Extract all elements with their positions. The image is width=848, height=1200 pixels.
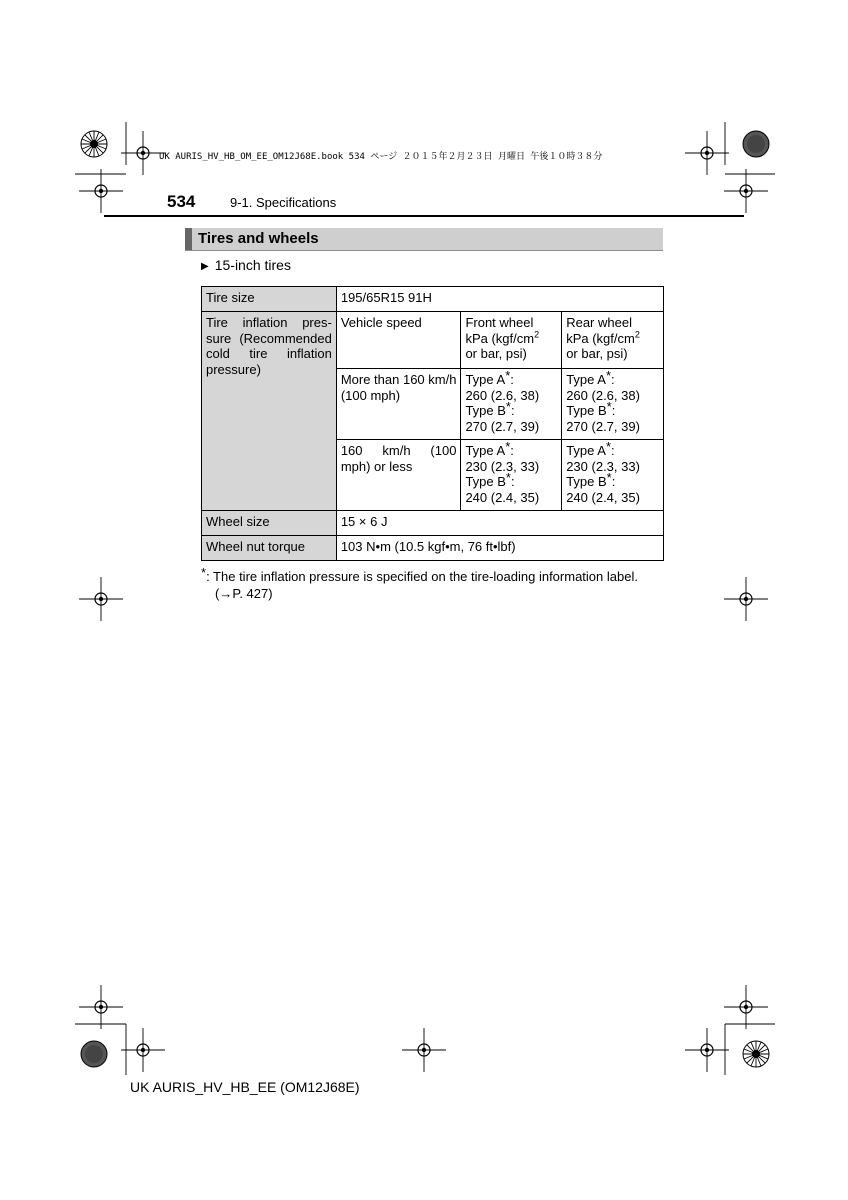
section-title: 9-1. Specifications — [230, 195, 337, 210]
footnote-page-ref: (→P. 427) — [215, 586, 273, 601]
asterisk: * — [605, 439, 612, 454]
asterisk: * — [505, 399, 511, 414]
row2-front — [461, 440, 562, 511]
type-b-line — [566, 470, 659, 490]
colon: : — [611, 372, 615, 387]
tire-size-label: Tire size — [202, 287, 337, 312]
colon: : — [611, 474, 616, 489]
asterisk: * — [605, 368, 612, 383]
col-front-wheel — [461, 312, 562, 369]
type-a-value: 230 (2.3, 33) — [566, 458, 640, 474]
superscript: 2 — [534, 329, 540, 340]
front-wheel-unit — [465, 331, 557, 347]
front-wheel-unit-alt: or bar, psi) — [465, 346, 527, 361]
type-a-label: Type A — [465, 443, 506, 458]
footnote-asterisk: * — [201, 565, 207, 580]
type-b-label: Type B — [566, 474, 607, 489]
type-a-label: Type A — [566, 372, 606, 387]
row2-speed: 160 km/h (100 mph) or less — [336, 440, 461, 511]
asterisk: * — [505, 439, 511, 454]
table-row — [202, 312, 664, 369]
type-a-line — [566, 439, 659, 459]
colon: : — [510, 403, 515, 418]
type-a-line — [566, 368, 659, 388]
table-row — [202, 511, 664, 536]
rear-wheel-unit-text: kPa (kgf/cm — [566, 330, 635, 346]
type-a-line — [465, 439, 557, 459]
front-wheel-title: Front wheel — [465, 315, 534, 330]
type-b-line — [465, 399, 557, 419]
table-row — [202, 536, 664, 561]
tire-size-value: 195/65R15 91H — [336, 287, 663, 312]
print-header: UK AURIS_HV_HB_OM_EE_OM12J68E.book 534 ページ ２０１５年２月２３日 月曜日 午後１０時３８分 — [159, 152, 603, 162]
rear-wheel-unit — [566, 331, 659, 347]
footer-code: UK AURIS_HV_HB_EE (OM12J68E) — [130, 1079, 360, 1095]
colon: : — [611, 443, 615, 458]
type-b-value: 240 (2.4, 35) — [465, 489, 540, 505]
asterisk: * — [606, 399, 612, 414]
type-b-value: 270 (2.7, 39) — [465, 418, 540, 434]
superscript: 2 — [634, 329, 640, 340]
page-number: 534 — [167, 192, 196, 211]
subheading-text: 15-inch tires — [214, 257, 291, 273]
row1-front — [461, 369, 562, 440]
type-b-line — [465, 470, 557, 490]
type-a-value: 230 (2.3, 33) — [465, 458, 540, 474]
type-a-line — [465, 368, 557, 388]
colon: : — [510, 372, 514, 387]
inflation-label: Tire inflation pres-sure (Recommended cold tire inflation pressure) — [202, 312, 337, 511]
row1-speed: More than 160 km/h (100 mph) — [336, 369, 461, 440]
type-b-value: 240 (2.4, 35) — [566, 489, 640, 505]
type-a-value: 260 (2.6, 38) — [465, 387, 540, 403]
footnote-line — [201, 565, 663, 585]
rear-wheel-unit-alt: or bar, psi) — [566, 346, 628, 361]
col-rear-wheel — [562, 312, 664, 369]
nut-torque-label: Wheel nut torque — [202, 536, 337, 561]
type-b-label: Type B — [465, 403, 506, 418]
col-vehicle-speed: Vehicle speed — [336, 312, 461, 369]
type-b-label: Type B — [465, 474, 506, 489]
tire-spec-table — [201, 286, 664, 561]
type-a-label: Type A — [566, 443, 606, 458]
row1-rear — [562, 369, 664, 440]
footnote — [201, 565, 663, 602]
type-a-label: Type A — [465, 372, 506, 387]
table-row — [202, 287, 664, 312]
asterisk: * — [606, 470, 612, 485]
nut-torque-value: 103 N•m (10.5 kgf•m, 76 ft•lbf) — [336, 536, 663, 561]
asterisk: * — [505, 368, 511, 383]
front-wheel-unit-text: kPa (kgf/cm — [465, 330, 535, 346]
header-rule — [104, 215, 744, 217]
type-a-value: 260 (2.6, 38) — [566, 387, 640, 403]
section-heading: Tires and wheels — [198, 230, 319, 247]
wheel-size-value: 15 × 6 J — [336, 511, 663, 536]
heading-accent — [185, 228, 192, 250]
triangle-bullet-icon: ▶ — [201, 261, 209, 272]
colon: : — [510, 474, 515, 489]
colon: : — [510, 443, 514, 458]
rear-wheel-title: Rear wheel — [566, 315, 632, 330]
footnote-text: : The tire inflation pressure is specified on the tire-loading information label. — [206, 569, 638, 584]
colon: : — [611, 403, 616, 418]
subheading — [201, 257, 291, 273]
asterisk: * — [505, 470, 511, 485]
type-b-line — [566, 399, 659, 419]
type-b-value: 270 (2.7, 39) — [566, 418, 640, 434]
row2-rear — [562, 440, 664, 511]
wheel-size-label: Wheel size — [202, 511, 337, 536]
type-b-label: Type B — [566, 403, 607, 418]
